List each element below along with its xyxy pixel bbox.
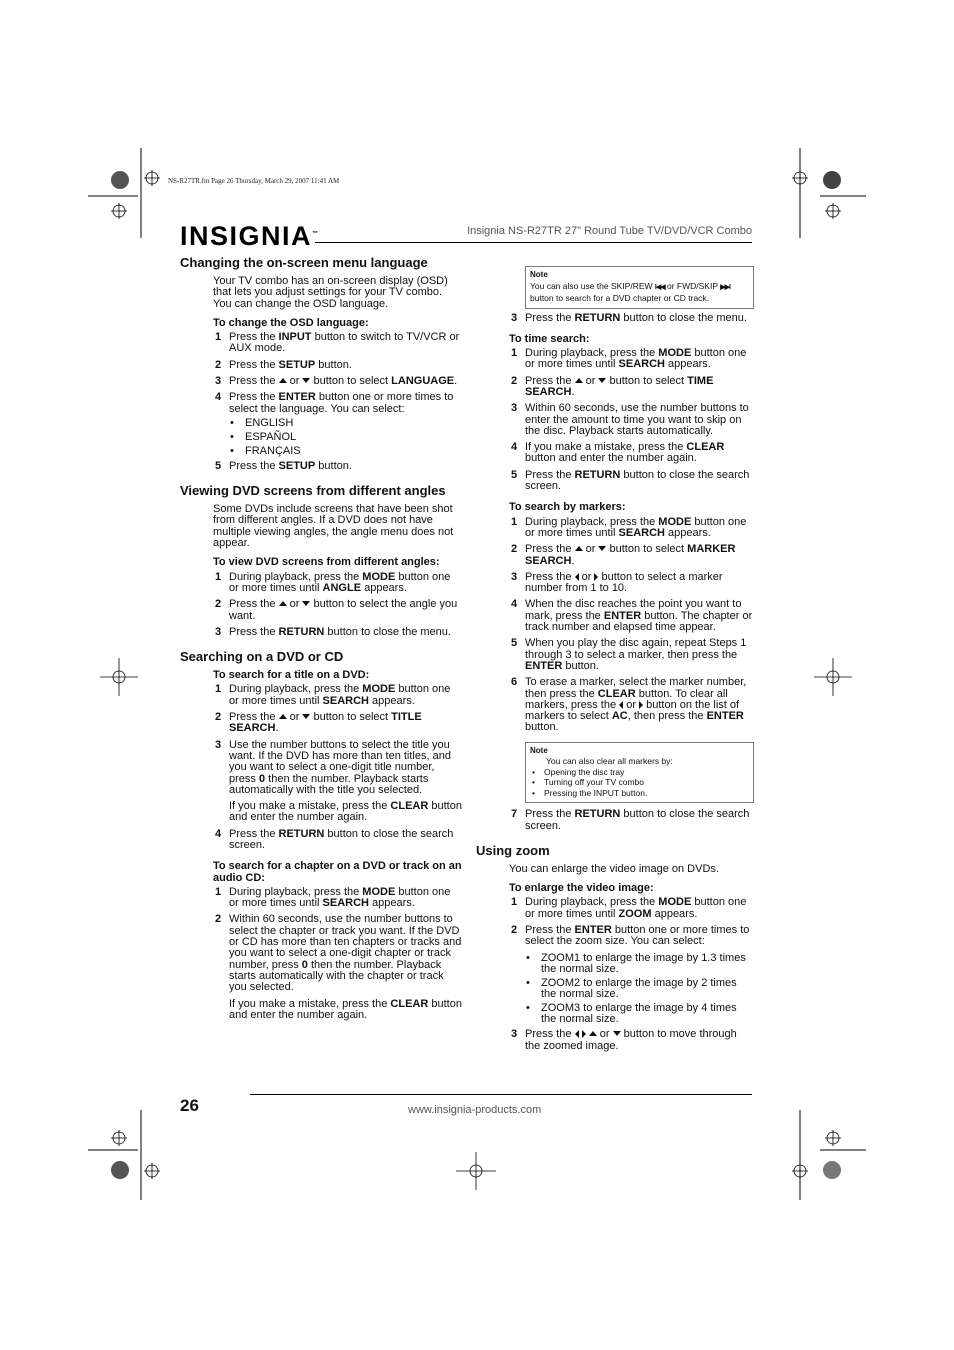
up-arrow-icon: [575, 378, 583, 383]
left-column: [180, 256, 462, 1026]
step: 6 To erase a marker, select the marker number, then press the CLEAR button. To clear all markers, press the or button on the list of markers to select AC, then press the ENTER button.: [511, 676, 747, 734]
step: 3 Within 60 seconds, use the number buttons to enter the amount to time you want to skip on the disc. Playback starts automatically.: [511, 402, 749, 437]
up-arrow-icon: [589, 1031, 597, 1036]
left-arrow-icon: [575, 1030, 579, 1038]
step: 4 When the disc reaches the point you want to mark, press the ENTER button. The chapter or track number and elapsed time appear.: [511, 598, 753, 634]
step: 1 During playback, press the MODE button one or more times until SEARCH appears.: [215, 885, 451, 910]
step: 2 Press the or button to select TITLE SEARCH.: [215, 711, 422, 735]
procedure-title: To view DVD screens from different angles:: [213, 556, 440, 569]
procedure-title: To search by markers:: [509, 501, 626, 514]
footer-url: www.insignia-products.com: [408, 1104, 542, 1116]
step: 1 During playback, press the MODE button one or more times until ANGLE appears.: [215, 570, 451, 594]
paragraph: Some DVDs include screens that have been shot from different angles. If a DVD does not have multiple viewing angles, the angle menu does not appear.: [213, 503, 454, 550]
insignia-logo: INSIGNIA™: [180, 221, 319, 251]
list-item: • ENGLISH: [245, 418, 462, 429]
step: 7 Press the RETURN button to close the search screen.: [511, 808, 750, 832]
procedure-title: To time search:: [509, 332, 590, 345]
step: 2 Press the SETUP button.: [215, 358, 352, 371]
list-item: • Turning off your TV combo: [544, 777, 749, 788]
up-arrow-icon: [575, 546, 583, 551]
zoom-options-list: [541, 953, 754, 1026]
step: 4 If you make a mistake, press the CLEAR button and enter the number again.: [511, 441, 725, 465]
list-item: • FRANÇAIS: [245, 446, 462, 457]
step: 4 Press the ENTER button one or more times to select the language. You can select:: [215, 391, 454, 415]
skip-rew-icon: I◀◀: [654, 283, 665, 291]
step: 3 Press the or button to select LANGUAGE.: [215, 375, 458, 388]
step-note: If you make a mistake, press the CLEAR button and enter the number again.: [229, 800, 462, 824]
page-number: 26: [180, 1096, 199, 1115]
step: 1 During playback, press the MODE button one or more times until SEARCH appears.: [511, 347, 747, 371]
header-title: Insignia NS-R27TR 27" Round Tube TV/DVD/VCR Combo: [467, 225, 752, 237]
step: 2 Press the or button to select TIME SEARCH.: [511, 374, 714, 398]
right-column: [476, 266, 754, 1057]
step: 4 Press the RETURN button to close the search screen.: [215, 827, 454, 851]
section-heading: Changing the on-screen menu language: [180, 255, 428, 270]
procedure-title: To enlarge the video image:: [509, 882, 654, 895]
step: 1 Press the INPUT button to switch to TV/VCR or AUX mode.: [215, 331, 460, 355]
step: 1 During playback, press the MODE button one or more times until SEARCH appears.: [511, 515, 747, 539]
step: 1 During playback, press the MODE button one or more times until ZOOM appears.: [511, 896, 747, 920]
list-item: • Pressing the INPUT button.: [544, 788, 749, 799]
note-box: Note You can also clear all markers by: • Opening the disc tray • Turning off your TV combo • Pressing the INPUT button.: [525, 742, 754, 804]
down-arrow-icon: [613, 1031, 621, 1036]
up-arrow-icon: [279, 714, 287, 719]
header-rule: [315, 242, 752, 243]
procedure-title: To change the OSD language:: [213, 316, 369, 329]
step: 2 Press the or button to select the angle you want.: [215, 598, 458, 622]
list-item: • ZOOM3 to enlarge the image by 4 times the normal size.: [541, 1003, 754, 1026]
step: 3 Use the number buttons to select the title you want. If the DVD has more than ten titles, and you want to select a one-digit title number, press 0 then the number. Playback starts automatically with the title you selected.: [215, 738, 451, 796]
up-arrow-icon: [279, 378, 287, 383]
section-heading: Viewing DVD screens from different angles: [180, 483, 446, 499]
step: 3 Press the RETURN button to close the menu.: [511, 311, 747, 324]
list-item: • ZOOM1 to enlarge the image by 1.3 times the normal size.: [541, 953, 754, 976]
step: 5 When you play the disc again, repeat Steps 1 through 3 to select a marker, then press the ENTER button.: [511, 637, 747, 672]
list-item: • Opening the disc tray: [544, 767, 749, 778]
step: 2 Press the or button to select MARKER SEARCH.: [511, 543, 736, 567]
procedure-title: To search for a chapter on a DVD or track on an audio CD:: [213, 860, 462, 884]
note-box: Note You can also use the SKIP/REW I◀◀ or FWD/SKIP ▶▶I button to search for a DVD chapter or CD track.: [525, 266, 754, 309]
footer-rule: [250, 1094, 752, 1095]
step: 5 Press the RETURN button to close the search screen.: [511, 468, 750, 493]
list-item: • ZOOM2 to enlarge the image by 2 times the normal size.: [541, 978, 754, 1001]
section-heading: Searching on a DVD or CD: [180, 649, 344, 665]
fwd-skip-icon: ▶▶I: [720, 283, 730, 291]
file-slug: NS-R27TR.fm Page 26 Thursday, March 29, 2007 11:41 AM: [168, 177, 340, 185]
step: 1 During playback, press the MODE button one or more times until SEARCH appears.: [215, 683, 451, 707]
step-note: If you make a mistake, press the CLEAR button and enter the number again.: [229, 997, 462, 1021]
procedure-title: To search for a title on a DVD:: [213, 669, 370, 682]
step: 3 Press the RETURN button to close the menu.: [215, 625, 451, 638]
language-list: [245, 418, 462, 457]
step: 3 Press the or button to move through the zoomed image.: [511, 1028, 737, 1052]
paragraph: Your TV combo has an on-screen display (OSD) that lets you adjust settings for your TV combo. You can change the OSD language.: [213, 275, 448, 310]
up-arrow-icon: [279, 601, 287, 606]
right-arrow-icon: [582, 1030, 586, 1038]
step: 2 Press the ENTER button one or more times to select the zoom size. You can select:: [511, 923, 750, 948]
section-heading: Using zoom: [476, 842, 550, 858]
step: 3 Press the or button to select a marker number from 1 to 10.: [511, 570, 723, 595]
step: 5 Press the SETUP button.: [215, 459, 352, 472]
paragraph: You can enlarge the video image on DVDs.: [509, 862, 719, 875]
step: 2 Within 60 seconds, use the number buttons to select the chapter or track you want. If the DVD or CD has more than ten chapters or tracks and you want to select a one-digit chapter or track number, press 0 then the number. Playback starts automatically with the chapter or track you selected.: [215, 913, 462, 994]
list-item: • ESPAÑOL: [245, 432, 462, 443]
